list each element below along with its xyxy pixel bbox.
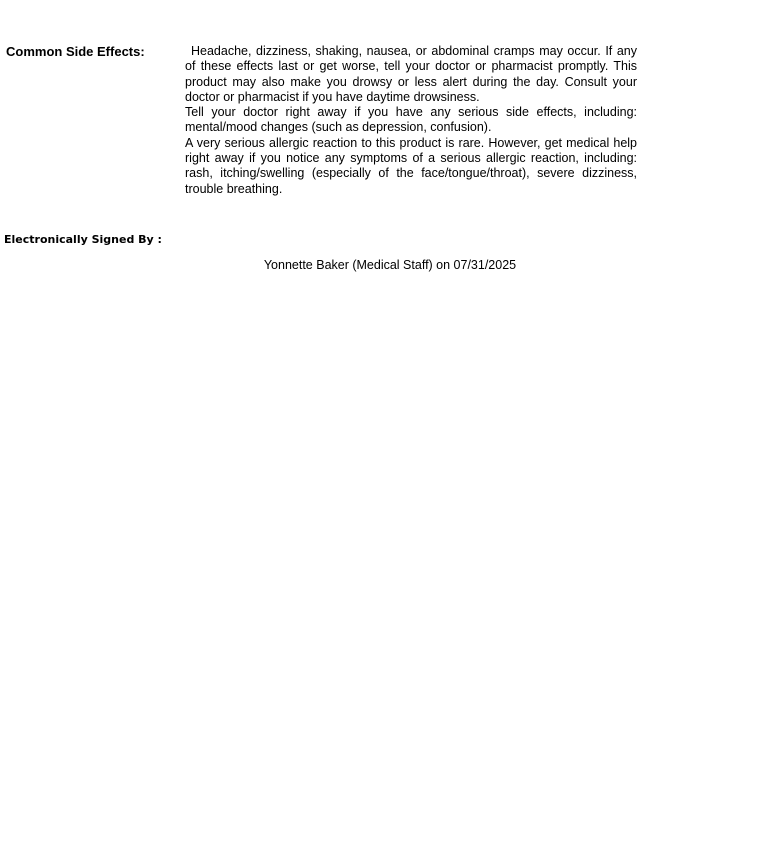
- side-effects-paragraph-common: Headache, dizziness, shaking, nausea, or abdominal cramps may occur. If any of these effects last or get worse, tell your doctor or pharmacist promptly. This product may also make you drowsy or less alert during the day. Consult your doctor or pharmacist if you have daytime drowsiness.: [185, 44, 637, 104]
- side-effects-paragraph-allergic: A very serious allergic reaction to this product is rare. However, get medical help right away if you notice any symptoms of a serious allergic reaction, including: rash, itching/swelling (especially of the face/tongue/throat), severe dizziness, trouble breathing.: [185, 135, 637, 196]
- side-effects-label: Common Side Effects:: [6, 44, 145, 59]
- side-effects-body: [185, 44, 637, 197]
- signed-by-label: Electronically Signed By :: [4, 233, 162, 246]
- signed-by-value: Yonnette Baker (Medical Staff) on 07/31/2025: [263, 258, 517, 272]
- side-effects-paragraph-serious: Tell your doctor right away if you have any serious side effects, including: mental/mood changes (such as depression, confusion).: [185, 105, 637, 135]
